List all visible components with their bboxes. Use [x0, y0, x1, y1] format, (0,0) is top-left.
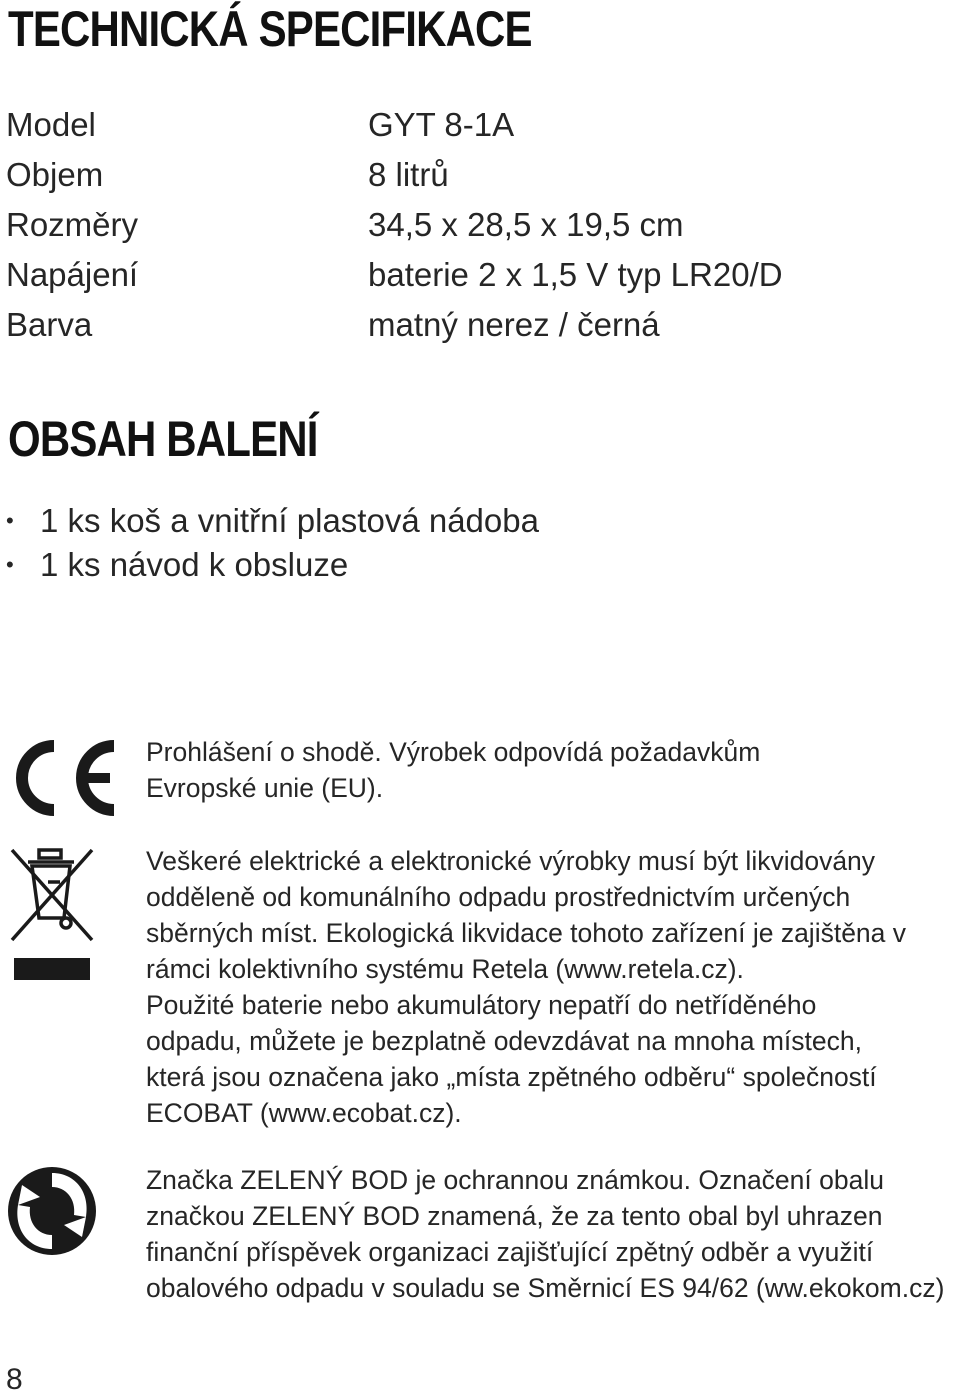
spec-value: 8 litrů — [368, 156, 449, 193]
text-line: Veškeré elektrické a elektronické výrobky musí být likvidovány — [146, 846, 876, 876]
text-line: odděleně od komunálního odpadu prostřednictvím určených — [146, 882, 851, 912]
spec-row-volume — [6, 154, 906, 204]
spec-row-color — [6, 304, 906, 354]
list-item-text: 1 ks návod k obsluze — [40, 546, 349, 583]
text-line: Prohlášení o shodě. Výrobek odpovídá požadavkům — [146, 737, 761, 767]
text-line: sběrných míst. Ekologická likvidace tohoto zařízení je zajištěna v — [146, 918, 907, 948]
ce-declaration-text — [146, 734, 956, 806]
text-line: Použité baterie nebo akumulátory nepatří do netříděného — [146, 990, 817, 1020]
text-line: která jsou označena jako „místa zpětného odběru“ společností — [146, 1062, 877, 1092]
spec-row-power — [6, 254, 906, 304]
text-line: ECOBAT (www.ecobat.cz). — [146, 1098, 462, 1128]
spec-label: Objem — [6, 156, 104, 193]
green-dot-icon — [6, 1165, 98, 1257]
package-contents-heading: OBSAH BALENÍ — [8, 411, 318, 467]
list-item — [6, 544, 539, 588]
weee-disposal-text — [146, 843, 956, 1131]
green-dot-text — [146, 1162, 956, 1306]
spec-value: matný nerez / černá — [368, 306, 660, 343]
spec-value: 34,5 x 28,5 x 19,5 cm — [368, 206, 684, 243]
crossed-out-wheelie-bin-icon — [8, 846, 94, 986]
spec-value: baterie 2 x 1,5 V typ LR20/D — [368, 256, 783, 293]
spec-row-dimensions — [6, 204, 906, 254]
text-line: odpadu, můžete je bezplatně odevzdávat na mnoha místech, — [146, 1026, 862, 1056]
technical-spec-heading: TECHNICKÁ SPECIFIKACE — [8, 1, 532, 57]
spec-value: GYT 8-1A — [368, 106, 515, 143]
text-line: Značka ZELENÝ BOD je ochrannou známkou. Označení obalu — [146, 1165, 884, 1195]
ce-mark-icon — [6, 736, 118, 820]
spec-table — [6, 104, 906, 354]
text-line: značkou ZELENÝ BOD znamená, že za tento obal byl uhrazen — [146, 1201, 883, 1231]
bullet-icon: • — [6, 508, 14, 533]
text-line: rámci kolektivního systému Retela (www.retela.cz). — [146, 954, 744, 984]
bullet-icon: • — [6, 552, 14, 577]
spec-label: Rozměry — [6, 206, 139, 243]
list-item — [6, 500, 539, 544]
spec-label: Napájení — [6, 256, 139, 293]
package-contents-list — [6, 500, 539, 588]
text-line: obalového odpadu v souladu se Směrnicí ES 94/62 (ww.ekokom.cz) — [146, 1273, 945, 1303]
spec-row-model — [6, 104, 906, 154]
text-line: finanční příspěvek organizaci zajišťující zpětný odběr a využití — [146, 1237, 874, 1267]
spec-label: Model — [6, 106, 96, 143]
page-number: 8 — [6, 1363, 23, 1396]
list-item-text: 1 ks koš a vnitřní plastová nádoba — [40, 502, 539, 539]
text-line: Evropské unie (EU). — [146, 773, 384, 803]
spec-label: Barva — [6, 306, 93, 343]
